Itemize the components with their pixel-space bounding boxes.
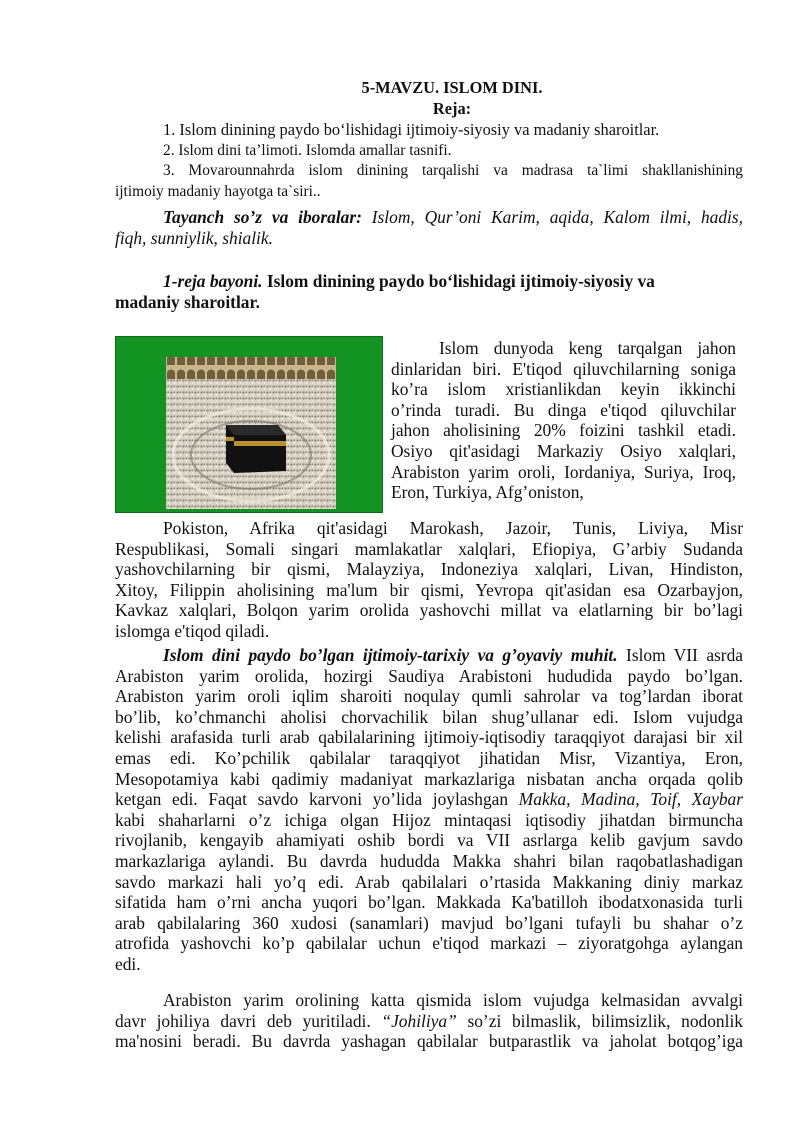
para3-line-1: Arabiston yarim orolining katta qismida islom vujudga kelmasidan avvalgi (163, 990, 743, 1010)
keywords-line-1 (115, 207, 743, 228)
para1-line-2: Respublikasi, Somali singari mamlakatlar xalqlari, Efiopiya, G’arbiy Sudanda (115, 538, 743, 559)
para1-line-4: Xitoy, Filippin aholisining ma'lum bir qismi, Yevropa qit'asidan esa Ozarbayjon, (115, 579, 743, 600)
plan-item-3-line-2: ijtimoiy madaniy hayotga ta`siri.. (115, 182, 321, 200)
plan-item-2: 2. Islom dini ta’limoti. Islomda amallar tasnifi. (163, 141, 452, 159)
intro-line-4: o’rinda turadi. Bu dinga e'tiqod qiluvchilar (391, 399, 736, 420)
body-paragraph-2 (115, 645, 743, 975)
plan-item-3-line-1: 3. Movarounnahrda islom dinining tarqalishi va madrasa ta`limi shakllanishining (163, 162, 743, 180)
para3-line-2 (115, 1011, 743, 1032)
para2-line-1 (115, 645, 743, 666)
para3-line-3: ma'nosini beradi. Bu davrda yashagan qabilalar butparastlik va jaholat botqog’iga (115, 1031, 743, 1052)
para2-line-10: rivojlanib, kengayib ahamiyati oshib bordi va VII asrlarga kelib gavjum savdo (115, 830, 743, 851)
intro-line-3: ko’ra islom xristianlikdan keyin ikkinchi (391, 379, 736, 400)
section-1-title-1: Islom dinining paydo bo‘lishidagi ijtimoiy-siyosiy va (266, 271, 655, 291)
intro-line-7: Arabiston yarim oroli, Iordaniya, Suriya, Iroq, (391, 461, 736, 482)
para2-line-16: edi. (115, 953, 141, 974)
para3-line-2-pre: davr johiliya davri deb yuritiladi. (115, 1010, 371, 1031)
para2-line-7: Mesopotamiya kabi qadimiy madaniyat markazlariga nisbatan ancha orqada qolib (115, 768, 743, 789)
para1-line-3: yashovchilarning bir qismi, Malayziya, Indoneziya xalqlari, Livan, Hindiston, (115, 559, 743, 580)
para2-line-11: markazlariga aylandi. Bu davrda hududda Makka shahri bilan raqobatlashadigan (115, 850, 743, 871)
para2-line-1-rest: Islom VII asrda (626, 645, 744, 665)
page-title: 5-MAVZU. ISLOM DINI. (361, 78, 543, 97)
para2-line-6: emas edi. Ko’pchilik qabilalar taraqqiyot jihatidan Misr, Vizantiya, Eron, (115, 747, 743, 768)
section-1-label: 1-reja bayoni. (163, 271, 263, 291)
body-paragraph-3 (115, 990, 743, 1052)
para2-line-9: kabi shaharlarni o’z ichiga olgan Hijoz mintaqasi iqtisodiy jihatdan birmuncha (115, 809, 743, 830)
para2-line-8-pre: ketgan edi. Faqat savdo karvoni yo’lida joylashgan (115, 789, 509, 810)
section-1-heading (115, 271, 743, 312)
para2-heading: Islom dini paydo bo’lgan ijtimoiy-tarixiy va g’oyaviy muhit. (163, 645, 618, 665)
kaaba-illustration (116, 337, 384, 514)
para2-line-8 (115, 789, 743, 810)
section-1-heading-line-1 (115, 271, 743, 292)
intro-line-2: dinlaridan biri. E'tiqod qiluvchilarning soniga (391, 358, 736, 379)
para3-line-2-post: so’zi bilmaslik, bilimsizlik, nodonlik (467, 1010, 743, 1031)
keywords-terms-1: Islom, Qur’oni Karim, aqida, Kalom ilmi, hadis, (371, 207, 743, 227)
para2-line-15: atrofida yashovchi ko’p qabilalar uchun e'tiqod markazi – ziyoratgohga aylangan (115, 933, 743, 954)
para2-line-12: savdo markazi hali yo’q edi. Arab qabilalari o’rtasida Makkaning diniy markaz (115, 871, 743, 892)
section-1-title-2: madaniy sharoitlar. (115, 291, 260, 312)
plan-item-1: 1. Islom dinining paydo bo‘lishidagi ijtimoiy-siyosiy va madaniy sharoitlar. (163, 120, 660, 139)
para2-line-2: Arabiston yarim orolida, hozirgi Saudiya Arabistoni hududida paydo bo’lgan. (115, 665, 743, 686)
johiliya-quote: “Johiliya” (381, 1010, 457, 1031)
para2-cities: Makka, Madina, Toif, Xaybar (518, 789, 743, 810)
intro-paragraph (391, 338, 736, 503)
keywords-terms-2: fiqh, sunniylik, shialik. (115, 227, 273, 248)
keywords-label: Tayanch so’z va iboralar: (163, 207, 362, 227)
para2-line-4: bo’lib, ko’chmanchi aholisi chorvachilik bilan shug’ullanar edi. Islom vujudga (115, 706, 743, 727)
para2-line-14: arab qabilalaring 360 xudosi (sanamlari) mavjud bo’lgani tufayli bu shahar o’z (115, 912, 743, 933)
plan-heading: Reja: (432, 99, 472, 118)
intro-line-1: Islom dunyoda keng tarqalgan jahon (439, 338, 736, 358)
para2-line-3: Arabiston yarim oroli iqlim sharoiti noqulay qumli sahrolar va tog’lardan iborat (115, 686, 743, 707)
intro-line-8: Eron, Turkiya, Afg’oniston, (391, 482, 584, 503)
intro-line-6: Osiyo qit'asidagi Markaziy Osiyo xalqlari, (391, 440, 736, 461)
kaaba-photo (115, 336, 383, 513)
keywords-block (115, 207, 743, 248)
plan-list (115, 120, 743, 202)
para1-line-6: islomga e'tiqod qiladi. (115, 620, 270, 641)
para2-line-13: sifatida ham o’rni ancha yuqori bo’lgan. Makkada Ka'batilloh ibodatxonasida turli (115, 892, 743, 913)
para1-line-5: Kavkaz xalqlari, Bolqon yarim orolida yashovchi millat va elatlarning bir bo’lagi (115, 600, 743, 621)
para2-line-5: kelishi arafasida turli arab qabilalarining ijtimoiy-iqtisodiy taraqqiyot darajasi bir xil (115, 727, 743, 748)
intro-line-5: jahon aholisining 20% foizini tashkil etadi. (391, 420, 736, 441)
body-paragraph-1 (115, 518, 743, 642)
para1-line-1: Pokiston, Afrika qit'asidagi Marokash, Jazoir, Tunis, Liviya, Misr (163, 518, 743, 538)
